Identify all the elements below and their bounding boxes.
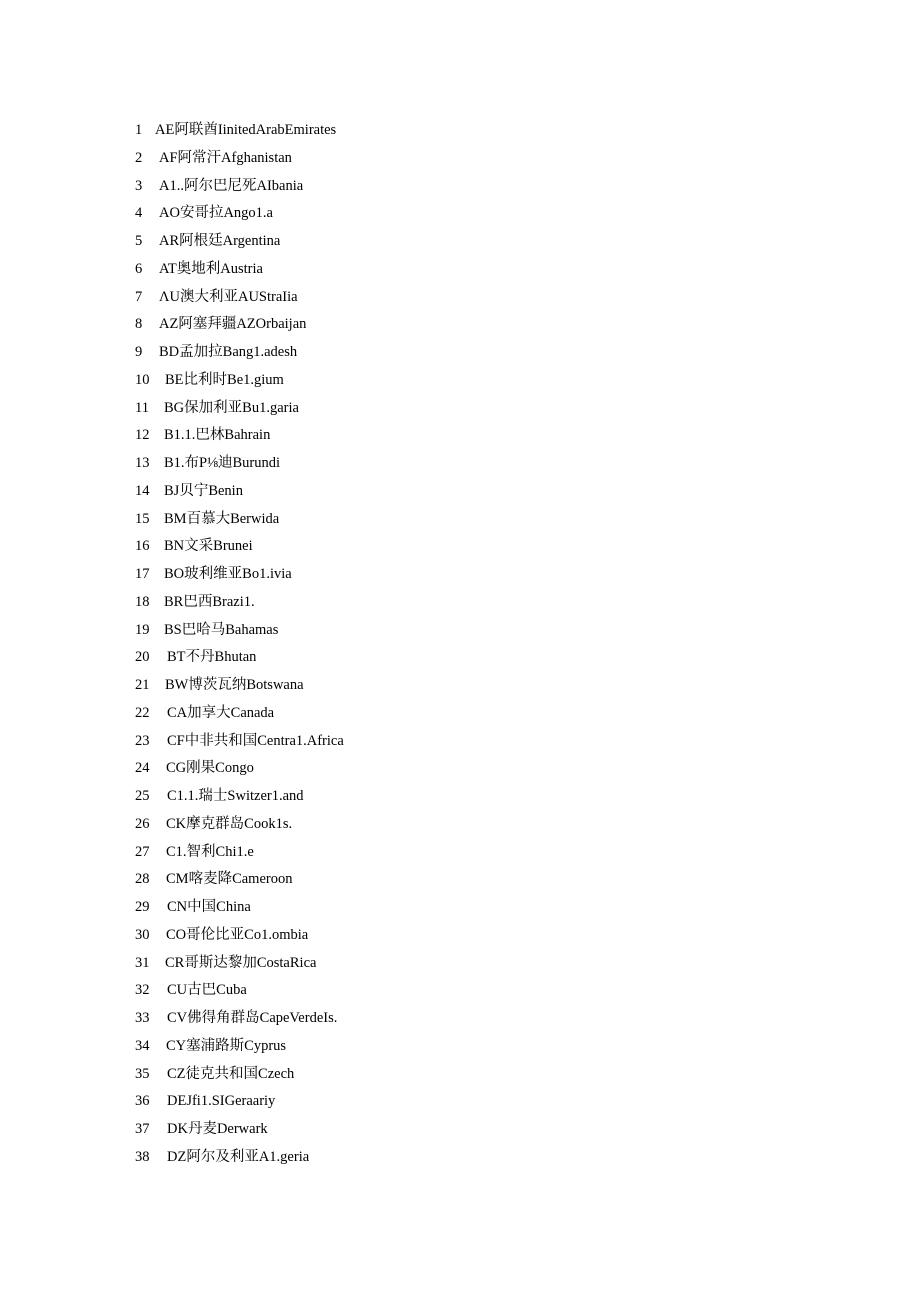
row-text: DZ阿尔及利亚A1.geria xyxy=(167,1148,310,1165)
row-number: 14 xyxy=(135,482,150,499)
row-number: 17 xyxy=(135,566,150,582)
row-text: DEJfi1.SIGeraariy xyxy=(167,1093,276,1110)
list-item xyxy=(0,339,920,367)
row-number: 26 xyxy=(135,815,150,832)
list-item xyxy=(0,1144,920,1172)
row-text: B1.1.巴林Bahrain xyxy=(164,427,271,444)
list-item xyxy=(0,117,920,145)
row-number: 15 xyxy=(135,510,150,527)
row-number: 30 xyxy=(135,926,150,943)
row-text: AR阿根廷Argentina xyxy=(159,233,281,249)
row-number: 6 xyxy=(135,260,143,277)
list-item xyxy=(0,145,920,173)
row-number: 33 xyxy=(135,1010,150,1026)
row-text: BN文采Brunei xyxy=(164,538,253,555)
row-text: CA加享大Canada xyxy=(167,704,275,721)
list-item xyxy=(0,1088,920,1116)
row-number: 11 xyxy=(135,399,149,416)
row-number: 25 xyxy=(135,788,150,804)
row-number: 31 xyxy=(135,954,150,971)
list-item xyxy=(0,839,920,867)
list-item xyxy=(0,617,920,645)
row-number: 1 xyxy=(135,122,143,138)
list-item xyxy=(0,672,920,700)
row-number: 19 xyxy=(135,621,150,638)
row-text: ΛU澳大利亚AUStraIia xyxy=(159,288,298,305)
row-text: BT不丹Bhutan xyxy=(167,649,257,666)
row-number: 4 xyxy=(135,205,143,222)
list-item xyxy=(0,284,920,312)
row-text: AO安哥拉Ango1.a xyxy=(159,205,273,222)
list-item xyxy=(0,922,920,950)
row-number: 22 xyxy=(135,704,150,721)
row-text: C1.1.瑞士Switzer1.and xyxy=(167,788,304,804)
row-text: BJ贝宁Benin xyxy=(164,482,243,499)
row-number: 21 xyxy=(135,677,150,693)
row-number: 24 xyxy=(135,760,150,777)
list-item xyxy=(0,200,920,228)
list-item xyxy=(0,1116,920,1144)
list-item xyxy=(0,478,920,506)
list-item xyxy=(0,811,920,839)
row-number: 29 xyxy=(135,899,150,915)
row-text: AF阿常汗Afghanistan xyxy=(159,149,292,166)
row-text: BE比利时Be1.gium xyxy=(165,371,284,388)
row-text: CN中国China xyxy=(167,899,251,915)
row-text: CK摩克群岛Cook1s. xyxy=(166,815,293,832)
row-number: 20 xyxy=(135,649,150,666)
list-item xyxy=(0,950,920,978)
row-text: AE阿联酋IinitedArabEmirates xyxy=(155,122,337,138)
list-item xyxy=(0,450,920,478)
list-item xyxy=(0,755,920,783)
row-text: DK丹麦Derwark xyxy=(167,1121,268,1137)
list-item xyxy=(0,977,920,1005)
row-text: CF中非共和国Centra1.Africa xyxy=(167,732,344,749)
row-number: 8 xyxy=(135,316,143,333)
list-item xyxy=(0,1033,920,1061)
row-number: 12 xyxy=(135,427,150,444)
list-item xyxy=(0,866,920,894)
row-text: CO哥伦比亚Co1.ombia xyxy=(166,926,309,943)
row-number: 7 xyxy=(135,288,143,305)
list-item xyxy=(0,1005,920,1033)
row-text: CG刚果Congo xyxy=(166,760,254,777)
row-number: 16 xyxy=(135,538,150,555)
row-number: 3 xyxy=(135,177,143,194)
row-text: C1.智利Chi1.e xyxy=(166,843,254,860)
row-number: 34 xyxy=(135,1037,150,1054)
row-text: AT奥地利Austria xyxy=(159,260,263,277)
list-item xyxy=(0,700,920,728)
row-number: 13 xyxy=(135,455,150,471)
row-text: CR哥斯达黎加CostaRica xyxy=(165,954,317,971)
row-text: BD孟加拉Bang1.adesh xyxy=(159,344,298,360)
row-number: 27 xyxy=(135,843,150,860)
list-item xyxy=(0,783,920,811)
list-item xyxy=(0,644,920,672)
list-item xyxy=(0,1061,920,1089)
list-item xyxy=(0,506,920,534)
country-code-list xyxy=(0,117,920,1172)
row-text: BS巴哈马Bahamas xyxy=(164,621,279,638)
row-text: A1..阿尔巴尼死AIbania xyxy=(159,177,304,194)
list-item xyxy=(0,367,920,395)
list-item xyxy=(0,561,920,589)
row-text: BO玻利维亚Bo1.ivia xyxy=(164,566,292,582)
row-text: CU古巴Cuba xyxy=(167,982,247,999)
row-number: 9 xyxy=(135,344,143,360)
row-text: AZ阿塞拜疆AZOrbaijan xyxy=(159,316,307,333)
row-number: 32 xyxy=(135,982,150,999)
row-text: CY塞浦路斯Cyprus xyxy=(166,1037,287,1054)
row-number: 2 xyxy=(135,149,143,166)
list-item xyxy=(0,728,920,756)
row-number: 23 xyxy=(135,732,150,749)
list-item xyxy=(0,533,920,561)
list-item xyxy=(0,422,920,450)
row-text: BW博茨瓦纳Botswana xyxy=(165,677,304,693)
row-text: BM百慕大Berwida xyxy=(164,510,280,527)
row-number: 10 xyxy=(135,371,150,388)
row-number: 28 xyxy=(135,871,150,888)
row-number: 38 xyxy=(135,1148,150,1165)
row-number: 5 xyxy=(135,233,143,249)
list-item xyxy=(0,395,920,423)
list-item xyxy=(0,311,920,339)
row-text: BG保加利亚Bu1.garia xyxy=(164,399,299,416)
list-item xyxy=(0,256,920,284)
row-text: B1.布P⅛迪Burundi xyxy=(164,455,281,471)
row-text: BR巴西Brazi1. xyxy=(164,593,255,610)
row-text: CM喀麦降Cameroon xyxy=(166,871,293,888)
list-item xyxy=(0,894,920,922)
list-item xyxy=(0,228,920,256)
row-number: 35 xyxy=(135,1065,150,1082)
row-number: 18 xyxy=(135,593,150,610)
list-item xyxy=(0,589,920,617)
row-number: 36 xyxy=(135,1093,150,1110)
list-item xyxy=(0,173,920,201)
row-text: CZ徒克共和国Czech xyxy=(167,1065,295,1082)
row-text: CV佛得角群岛CapeVerdeIs. xyxy=(167,1010,338,1026)
row-number: 37 xyxy=(135,1121,150,1137)
